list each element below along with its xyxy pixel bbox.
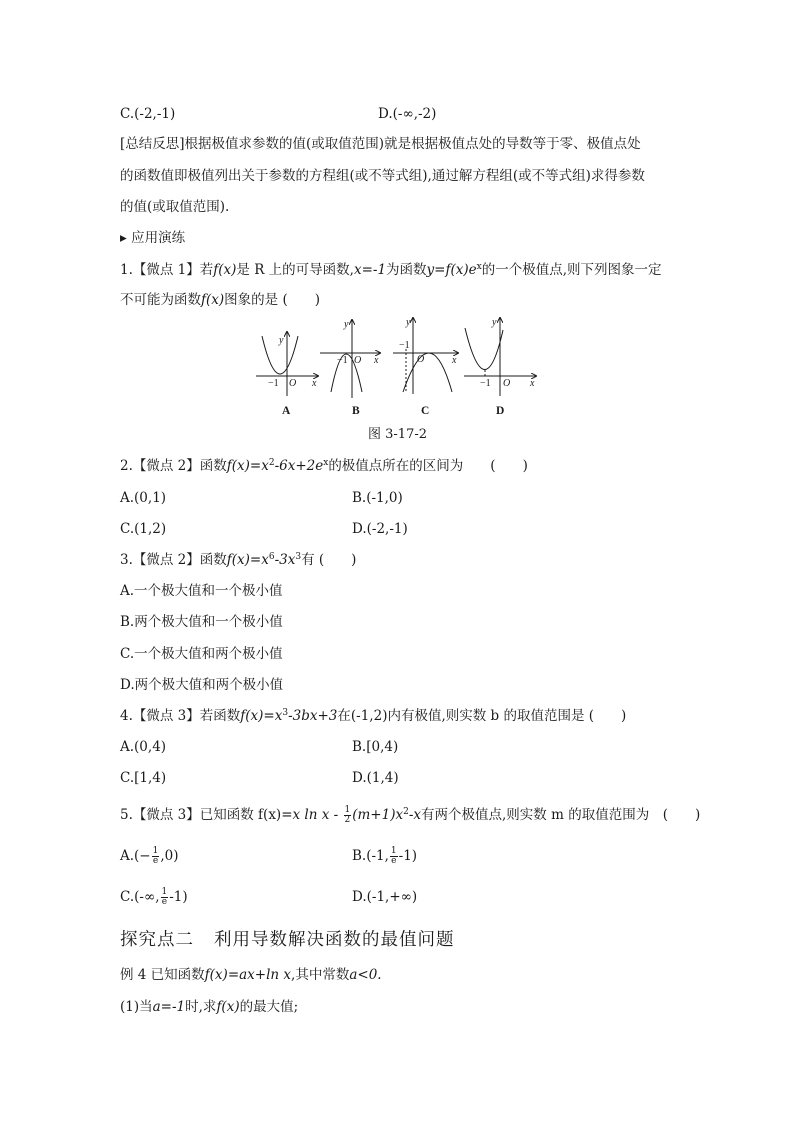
question-5: 5.【微点 3】已知函数 f(x)=x ln x - $\frac{1}{2}$ $(m+1)x^2-x$有两个极值点,则实数 m 的取值范围为 ( ) xyxy=(120,805,701,825)
question-5-option-c: C.(-∞, $\frac{1}{e}$ -1) xyxy=(120,887,188,907)
question-5-options-row-1 xyxy=(120,846,418,866)
graph-a xyxy=(256,332,318,396)
question-5-option-a: A.(− $\frac{1}{e}$ ,0) xyxy=(120,846,179,866)
graph-c-y: y xyxy=(406,317,411,328)
graph-b-o: O xyxy=(354,355,362,366)
question-3-option-b: B.两个极大值和一个极小值 xyxy=(120,614,283,630)
graph-label-a: A xyxy=(282,405,291,417)
graph-c-o: O xyxy=(417,354,425,365)
fraction-half: $\frac{1}{2}$ xyxy=(344,805,351,825)
graph-a-neg1: −1 xyxy=(268,378,279,389)
graph-label-d: D xyxy=(496,405,505,417)
question-2: 2.【微点 2】函数$f(x)=x^2-6x+2e^x$的极值点所在的区间为 ( ) xyxy=(120,458,528,474)
summary-line-1: [总结反思]根据极值求参数的值(或取值范围)就是根据极值点处的导数等于零、极值点处 xyxy=(120,136,641,152)
option-c: C.(-2,-1) xyxy=(120,106,176,122)
graph-b-x: x xyxy=(374,355,379,366)
question-3-option-a: A.一个极大值和一个极小值 xyxy=(120,583,283,599)
question-5-options-row-2 xyxy=(120,887,418,907)
graph-a-o: O xyxy=(289,378,297,389)
question-4: 4.【微点 3】若函数$f(x)=x^3-3bx+3$在(-1,2)内有极值,则实数 b 的取值范围是 ( ) xyxy=(120,708,627,724)
option-row xyxy=(120,104,437,124)
graph-c xyxy=(393,318,458,394)
graph-b-y: y xyxy=(344,319,349,330)
graph-a-y: y xyxy=(279,335,284,346)
section-number: 探究点二 xyxy=(120,930,194,950)
question-3: 3.【微点 2】函数$f(x)=x^6-3x^3$有 ( ) xyxy=(120,552,357,568)
graph-c-neg1: −1 xyxy=(399,340,410,351)
graph-d xyxy=(464,318,536,396)
question-1-line-2: 不可能为函数f(x)图象的是 ( ) xyxy=(120,292,320,308)
question-3-option-d: D.两个极大值和两个极小值 xyxy=(120,677,284,693)
question-2-options-row-2: C.(1,2) D.(-2,-1) xyxy=(120,521,408,537)
summary-line-2: 的函数值即极值列出关于参数的方程组(或不等式组),通过解方程组(或不等式组)求得参数 xyxy=(120,168,645,184)
graph-label-c: C xyxy=(421,405,430,417)
graph-a-x: x xyxy=(312,378,317,389)
graph-d-neg1: −1 xyxy=(480,378,491,389)
question-5-option-b: B.(-1, $\frac{1}{e}$ -1) xyxy=(352,846,418,866)
section-title: 利用导数解决函数的最值问题 xyxy=(214,930,455,950)
graph-b-neg1: −1 xyxy=(337,355,348,366)
question-1-line-1: 1.【微点 1】若f(x)是 R 上的可导函数,x=-1为函数$y=f(x)e^x$的一个极值点,则下列图象一定 xyxy=(120,262,662,278)
figure-caption: 图 3-17-2 xyxy=(368,427,428,442)
example-4-part-1: (1)当a=-1时,求f(x)的最大值; xyxy=(120,999,299,1015)
option-d: D.(-∞,-2) xyxy=(378,106,437,122)
section-heading xyxy=(120,928,455,952)
practice-heading: ▸ 应用演练 xyxy=(120,230,186,246)
graph-d-o: O xyxy=(503,378,511,389)
question-2-options-row-1: A.(0,1) B.(-1,0) xyxy=(120,490,403,506)
graph-d-x: x xyxy=(530,378,535,389)
example-4: 例 4 已知函数f(x)=ax+ln x,其中常数a<0. xyxy=(120,967,382,983)
question-3-option-c: C.一个极大值和两个极小值 xyxy=(120,646,283,662)
graph-label-b: B xyxy=(352,405,360,417)
graph-b xyxy=(320,320,380,398)
question-5-option-d: D.(-1,+∞) xyxy=(352,889,418,905)
question-4-options-row-2: C.[1,4) D.(1,4) xyxy=(120,770,399,786)
summary-line-3: 的值(或取值范围). xyxy=(120,199,230,215)
graph-c-x: x xyxy=(452,355,457,366)
graph-d-y: y xyxy=(492,317,497,328)
question-4-options-row-1: A.(0,4) B.[0,4) xyxy=(120,739,399,755)
